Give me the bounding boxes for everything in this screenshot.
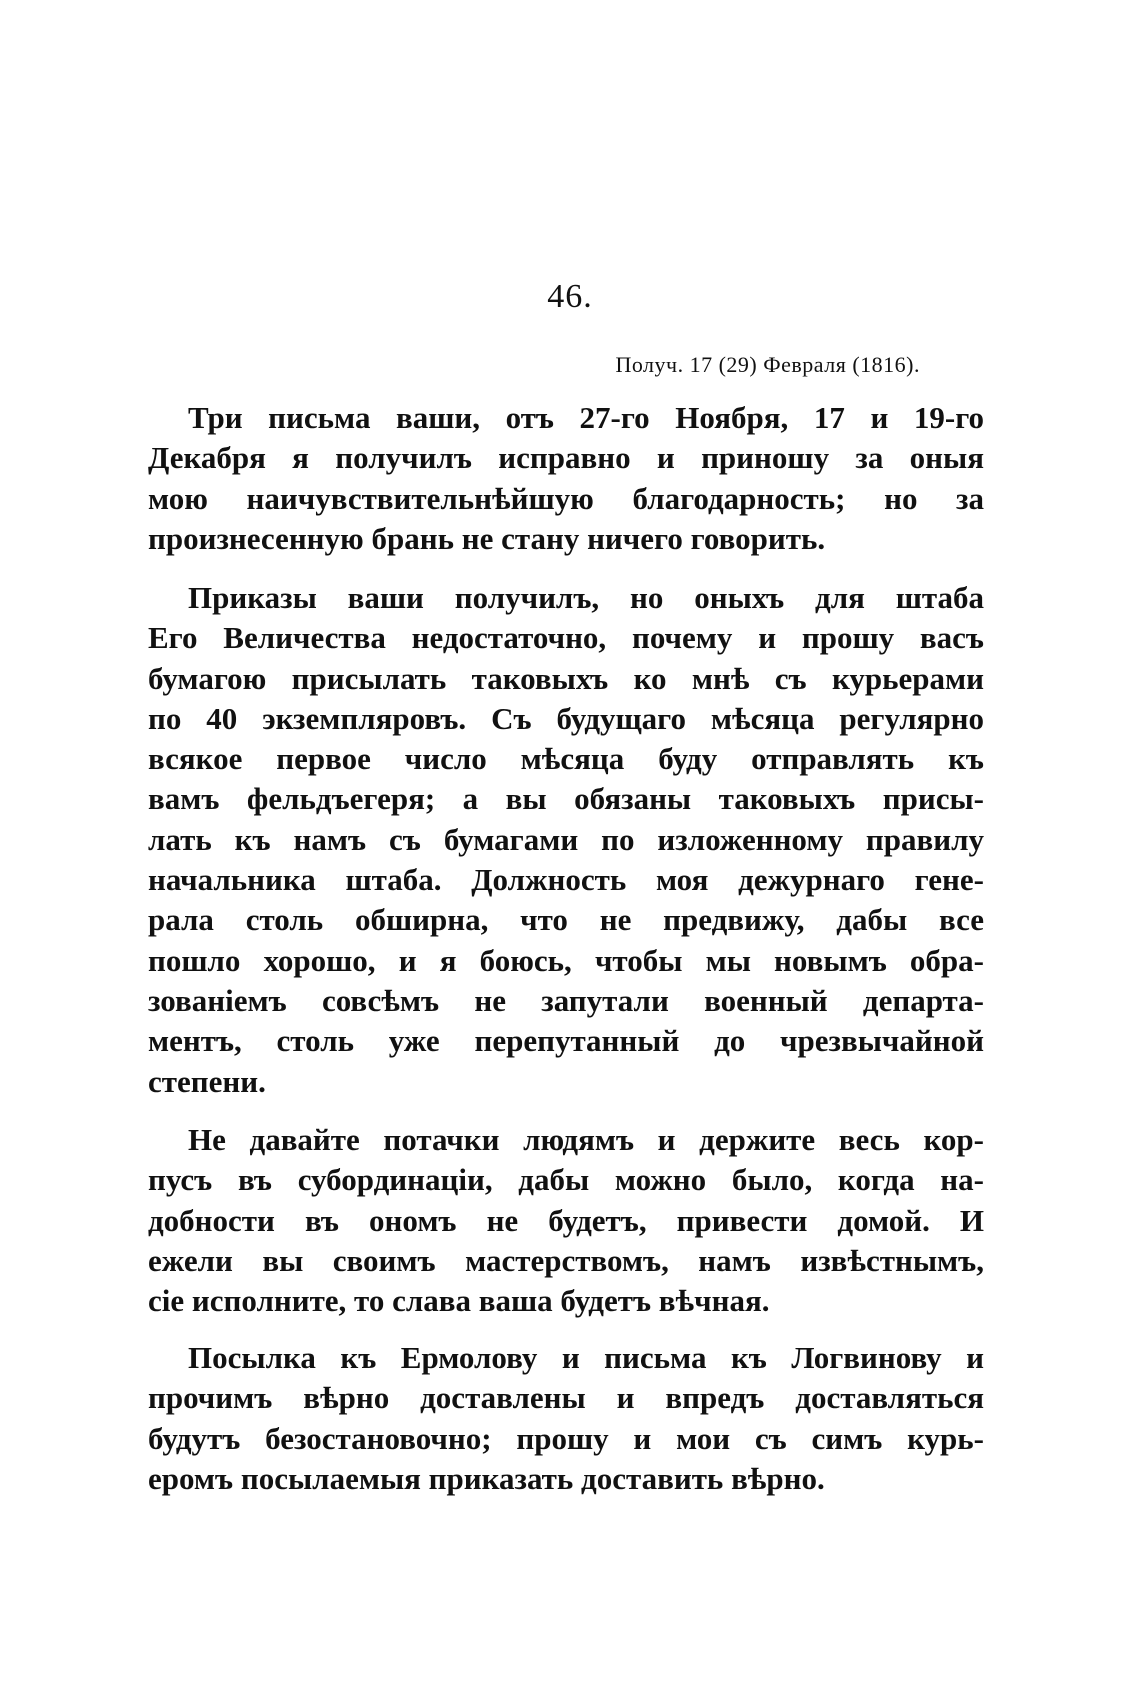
paragraph-1: [148, 398, 984, 559]
paragraph-2: [148, 578, 984, 1102]
text-line: степени.: [148, 1063, 266, 1099]
paragraph-3: [148, 1120, 984, 1321]
text-line: Посылка къ Ермолову и письма къ Логвинову и: [188, 1340, 984, 1375]
text-line: сіе исполните, то слава ваша будетъ вѣчная.: [148, 1283, 770, 1319]
text-line: прочимъ вѣрно доставлены и впредъ доставляться: [148, 1380, 984, 1416]
text-line: пошло хорошо, и я боюсь, чтобы мы новымъ обра-: [148, 942, 984, 978]
text-line: ежели вы своимъ мастерствомъ, намъ извѣстнымъ,: [148, 1242, 984, 1278]
text-line: еромъ посылаемыя приказать доставить вѣрно.: [148, 1460, 825, 1496]
text-line: бумагою присылать таковыхъ ко мнѣ съ курьерами: [148, 660, 984, 696]
text-line: Три письма ваши, отъ 27-го Ноября, 17 и 19-го: [188, 400, 984, 435]
letter-number: 46.: [547, 278, 593, 315]
text-line: Декабря я получилъ исправно и приношу за оныя: [148, 440, 984, 476]
text-line: Не давайте потачки людямъ и держите весь кор-: [188, 1122, 984, 1157]
text-line: всякое первое число мѣсяца буду отправлять къ: [148, 741, 984, 777]
paragraph-4: [148, 1338, 984, 1499]
text-line: Приказы ваши получилъ, но оныхъ для штаба: [188, 580, 984, 615]
text-line: добности въ ономъ не будетъ, привести домой. И: [148, 1202, 984, 1238]
text-line: вамъ фельдъегеря; а вы обязаны таковыхъ присы-: [148, 781, 984, 817]
text-line: зованіемъ совсѣмъ не запутали военный департа-: [148, 982, 984, 1018]
text-line: по 40 экземпляровъ. Съ будущаго мѣсяца регулярно: [148, 700, 984, 736]
text-line: начальника штаба. Должность моя дежурнаго гене-: [148, 862, 984, 898]
text-line: будутъ безостановочно; прошу и мои съ симъ курь-: [148, 1420, 984, 1456]
text-line: произнесенную брань не стану ничего говорить.: [148, 520, 826, 556]
text-line: Его Величества недостаточно, почему и прошу васъ: [148, 620, 984, 656]
received-date: Получ. 17 (29) Февраля (1816).: [615, 352, 920, 377]
text-line: мою наичувствительнѣйшую благодарность; но за: [148, 480, 984, 516]
text-line: рала столь обширна, что не предвижу, дабы все: [148, 902, 984, 938]
text-line: лать къ намъ съ бумагами по изложенному правилу: [148, 821, 984, 857]
text-line: пусъ въ субординаціи, дабы можно было, когда на-: [148, 1162, 984, 1198]
text-line: ментъ, столь уже перепутанный до чрезвычайной: [148, 1023, 984, 1059]
